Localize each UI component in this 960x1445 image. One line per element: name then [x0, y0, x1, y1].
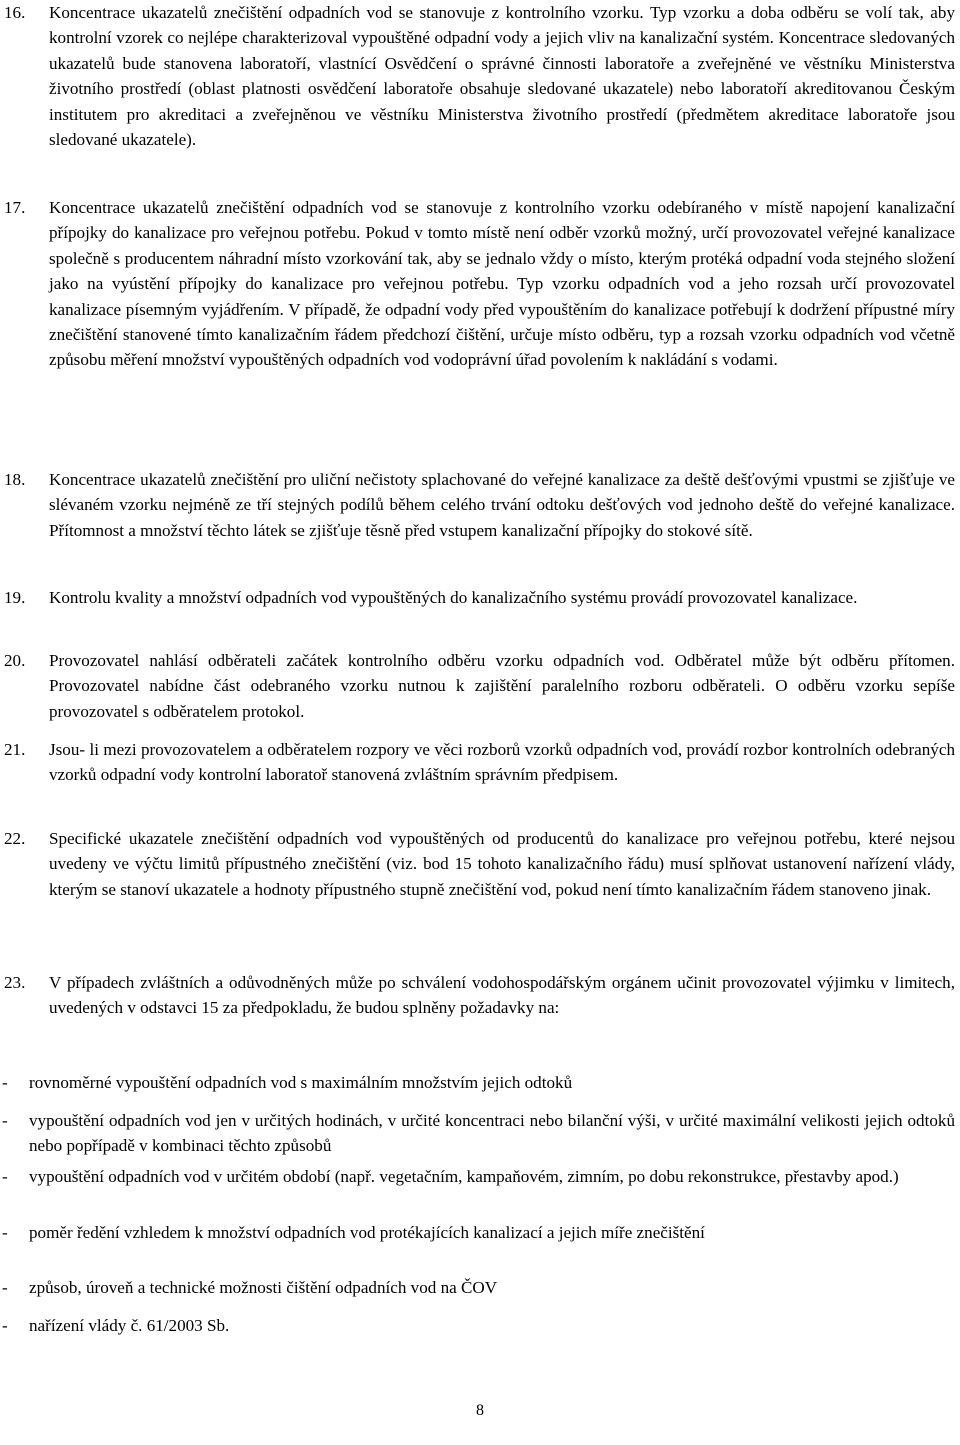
- paragraph-number: 17.: [4, 198, 26, 217]
- list-item: [0, 1275, 955, 1300]
- list-item-text: vypouštění odpadních vod v určitém období (např. vegetačním, kampaňovém, zimním, po dobu rekonstrukce, přestavby apod.): [29, 1167, 899, 1186]
- bullet-dash: -: [2, 1111, 8, 1130]
- paragraph-number: 20.: [4, 651, 26, 670]
- bullet-dash: -: [2, 1167, 8, 1186]
- paragraph-text: V případech zvláštních a odůvodněných může po schválení vodohospodářským orgánem učinit provozovatel výjimku v limitech, uvedených v odstavci 15 za předpokladu, že budou splněny požadavky na:: [49, 973, 955, 1018]
- paragraph-text: Jsou- li mezi provozovatelem a odběratelem rozpory ve věci rozborů vzorků odpadních vod, provádí rozbor kontrolních odebraných vzorků odpadní vody kontrolní laboratoř stanovená zvláštním správním předpisem.: [49, 740, 955, 785]
- paragraph-20: [4, 648, 955, 724]
- list-item-text: způsob, úroveň a technické možnosti čištění odpadních vod na ČOV: [29, 1278, 498, 1297]
- paragraph-22: [4, 826, 955, 902]
- list-item-text: nařízení vlády č. 61/2003 Sb.: [29, 1316, 230, 1335]
- paragraph-18: [4, 467, 955, 543]
- paragraph-text: Koncentrace ukazatelů znečištění pro uliční nečistoty splachované do veřejné kanalizace za deště dešťovými vpustmi se zjišťuje ve slévaném vzorku nejméně ze tří stejných podílů během celého trvání odtoku dešťových vod jednoho deště do veřejné kanalizace. Přítomnost a množství těchto látek se zjišťuje těsně před vstupem kanalizační přípojky do stokové sítě.: [49, 470, 955, 540]
- paragraph-text: Provozovatel nahlásí odběrateli začátek kontrolního odběru vzorku odpadních vod. Odběratel může být odběru přítomen. Provozovatel nabídne část odebraného vzorku nutnou k zajištění paralelního rozboru odběrateli. O odběru vzorku sepíše provozovatel s odběratelem protokol.: [49, 651, 955, 721]
- list-item: [0, 1108, 955, 1159]
- paragraph-16: [4, 0, 955, 152]
- list-item: [0, 1220, 955, 1245]
- paragraph-19: [4, 585, 955, 610]
- paragraph-21: [4, 737, 955, 788]
- paragraph-number: 22.: [4, 829, 26, 848]
- list-item-text: vypouštění odpadních vod jen v určitých hodinách, v určité koncentraci nebo bilanční výši, v určité maximální velikosti jejich odtoků nebo popřípadě v kombinaci těchto způsobů: [29, 1111, 955, 1156]
- paragraph-number: 23.: [4, 973, 26, 992]
- paragraph-17: [4, 195, 955, 373]
- paragraph-text: Kontrolu kvality a množství odpadních vod vypouštěných do kanalizačního systému provádí provozovatel kanalizace.: [49, 588, 858, 607]
- paragraph-text: Koncentrace ukazatelů znečištění odpadních vod se stanovuje z kontrolního vzorku odebíraného v místě napojení kanalizační přípojky do kanalizace pro veřejnou potřebu. Pokud v tomto místě není odběr vzorků možný, určí provozovatel veřejné kanalizace společně s producentem náhradní místo vzorkování tak, aby se jednalo vždy o místo, kterým protéká odpadní voda stejného složení jako na vyústění přípojky do kanalizace pro veřejnou potřebu. Typ vzorku odpadních vod a jeho rozsah určí provozovatel kanalizace písemným vyjádřením. V případě, že odpadní vody před vypouštěním do kanalizace potřebují k dodržení přípustné míry znečištění stanovené tímto kanalizačním řádem předchozí čištění, určuje místo odběru, typ a rozsah vzorku odpadních vod včetně způsobu měření množství vypouštěných odpadních vod vodoprávní úřad povolením k nakládání s vodami.: [49, 198, 955, 370]
- list-item-text: rovnoměrné vypouštění odpadních vod s maximálním množstvím jejich odtoků: [29, 1073, 573, 1092]
- paragraph-text: Koncentrace ukazatelů znečištění odpadních vod se stanovuje z kontrolního vzorku. Typ vzorku a doba odběru se volí tak, aby kontrolní vzorek co nejlépe charakterizoval vypouštěné odpadní vody a jejich vliv na kanalizační systém. Koncentrace sledovaných ukazatelů bude stanovena laboratoří, vlastnící Osvědčení o správné činnosti laboratoře a zveřejněné ve věstníku Ministerstva životního prostředí (oblast platnosti osvědčení laboratoře obsahuje sledované ukazatele) nebo laboratoří akreditovanou Českým institutem pro akreditaci a zveřejněnou ve věstníku Ministerstva životního prostředí (předmětem akreditace laboratoře jsou sledované ukazatele).: [49, 3, 955, 150]
- paragraph-number: 16.: [4, 3, 26, 22]
- list-item: [0, 1313, 955, 1338]
- paragraph-text: Specifické ukazatele znečištění odpadních vod vypouštěných od producentů do kanalizace pro veřejnou potřebu, které nejsou uvedeny ve výčtu limitů přípustného znečištění (viz. bod 15 tohoto kanalizačního řádu) musí splňovat ustanovení nařízení vlády, kterým se stanoví ukazatele a hodnoty přípustného stupně znečištění vod, pokud není tímto kanalizačním řádem stanoveno jinak.: [49, 829, 955, 899]
- page-number: 8: [476, 1402, 484, 1419]
- paragraph-23: [4, 970, 955, 1021]
- bullet-dash: -: [2, 1316, 8, 1335]
- paragraph-number: 19.: [4, 588, 26, 607]
- list-item: [0, 1070, 955, 1095]
- list-item-text: poměr ředění vzhledem k množství odpadních vod protékajících kanalizací a jejich míře znečištění: [29, 1223, 705, 1242]
- paragraph-number: 18.: [4, 470, 26, 489]
- bullet-dash: -: [2, 1073, 8, 1092]
- bullet-dash: -: [2, 1278, 8, 1297]
- paragraph-number: 21.: [4, 740, 26, 759]
- bullet-dash: -: [2, 1223, 8, 1242]
- list-item: [0, 1164, 955, 1189]
